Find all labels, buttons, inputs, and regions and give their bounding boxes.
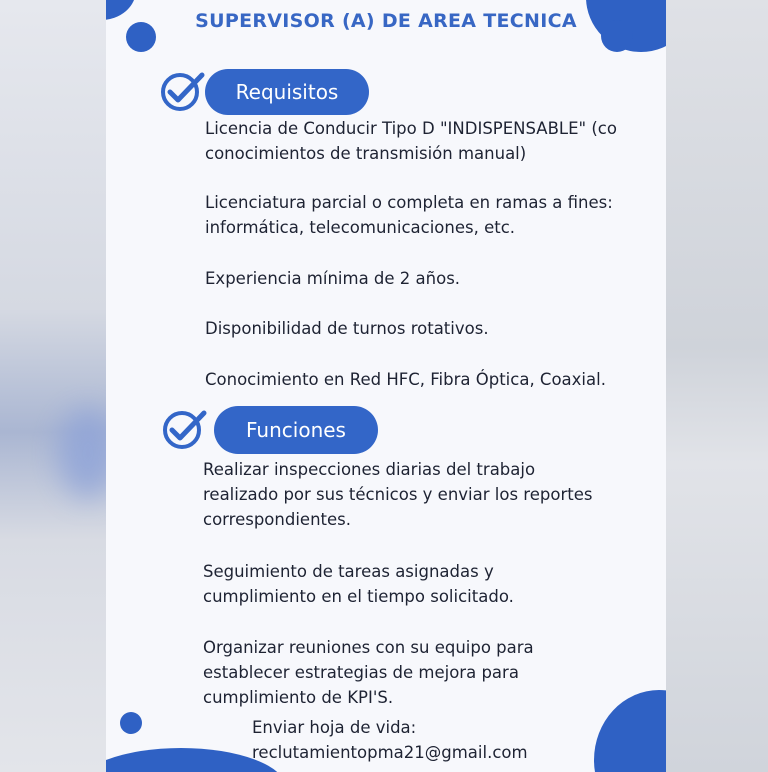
section-label-requisitos: Requisitos [205, 69, 369, 115]
background-right [664, 0, 768, 772]
dot-bottom-left [120, 712, 142, 734]
check-circle-icon [160, 408, 208, 450]
requisito-item: Licenciatura parcial o completa en ramas a fines: informática, telecomunicaciones, etc. [205, 193, 613, 237]
check-circle-icon [158, 70, 206, 112]
section-label-funciones: Funciones [214, 406, 378, 454]
requisito-item: Conocimiento en Red HFC, Fibra Óptica, Coaxial. [205, 370, 606, 389]
corner-wave-bottom-right [594, 690, 666, 772]
contact-label: Enviar hoja de vida: [252, 718, 417, 737]
funcion-item: Realizar inspecciones diarias del trabajo realizado por sus técnicos y enviar los reportes correspondientes. [203, 460, 593, 529]
requisito-item: Licencia de Conducir Tipo D "INDISPENSABLE" (co conocimientos de transmisión manual) [205, 119, 617, 163]
funcion-item: Organizar reuniones con su equipo para establecer estrategias de mejora para cumplimiento de KPI'S. [203, 638, 534, 707]
job-poster [106, 0, 666, 772]
funcion-item: Seguimiento de tareas asignadas y cumplimiento en el tiempo solicitado. [203, 562, 514, 606]
requisito-item: Experiencia mínima de 2 años. [205, 269, 461, 288]
page-title: SUPERVISOR (A) DE AREA TECNICA [195, 10, 577, 32]
requisito-item: Disponibilidad de turnos rotativos. [205, 319, 489, 338]
background-left [0, 0, 106, 772]
contact-block [252, 715, 528, 765]
contact-email[interactable]: reclutamientopma21@gmail.com [252, 743, 528, 762]
